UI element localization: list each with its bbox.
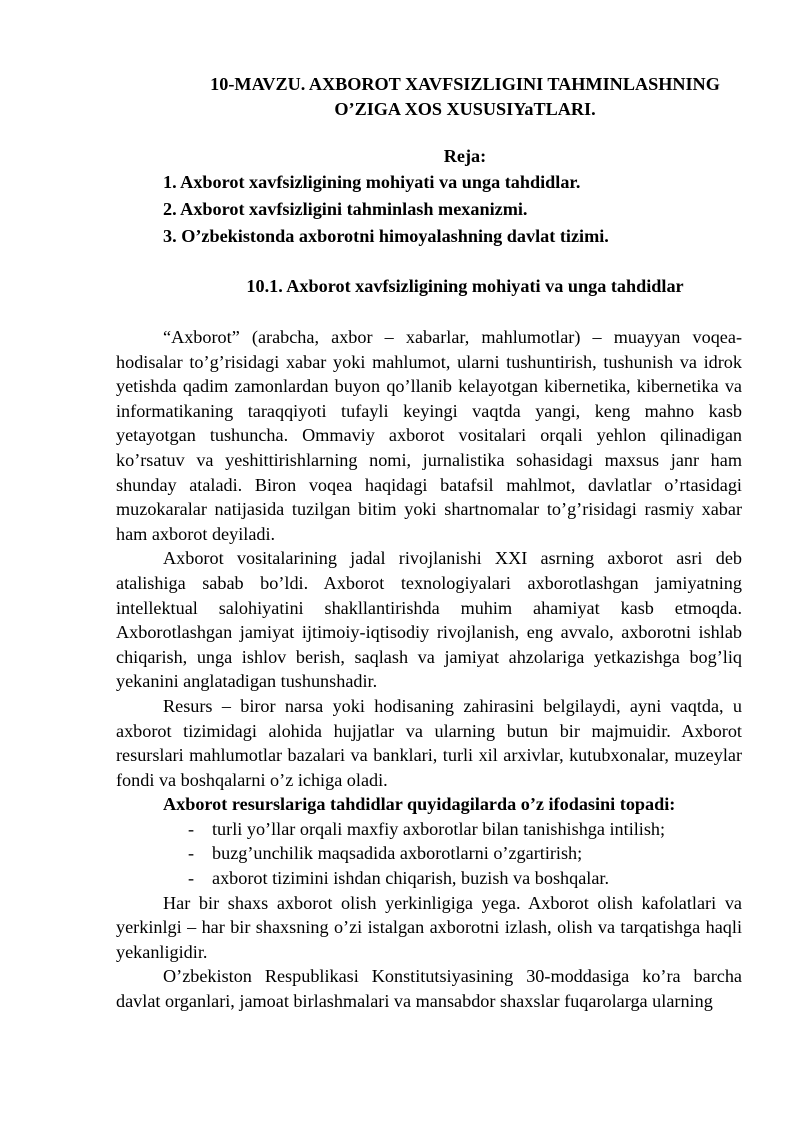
paragraph-constitution: O’zbekiston Respublikasi Konstitutsiyasining 30-moddasiga ko’ra barcha davlat organlari, jamoat birlashmalari va mansabdor shaxslar fuqarolarga ularning (116, 966, 742, 1012)
dash-bullet: - (188, 868, 195, 889)
section-heading: 10.1. Axborot xavfsizligining mohiyati va unga tahdidlar (246, 276, 684, 296)
list-item (188, 841, 742, 866)
paragraph-information-age: Axborot vositalarining jadal rivojlanishi XXI asrning axborot asri deb atalishiga sabab bo’ldi. Axborot texnologiyalari axborotlashgan jamiyatning intellektual salohiyatini shakllantirishda muhim ahamiyat kasb etmoqda. Axborotlashgan jamiyat ijtimoiy-iqtisodiy rivojlanish, eng avvalo, axborotni ishlab chiqarish, unga ishlov berish, saqlash va jamiyat ahzolariga yetkazishga bog’liq yekanini anglatadigan tushunshadir. (116, 548, 742, 692)
paragraph-freedom-of-information: Har bir shaxs axborot olish yerkinligiga yega. Axborot olish kafolatlari va yerkinlgi – har bir shaxsning o’zi istalgan axborotni izlash, olish va tarqatishga haqli yekanligidir. (116, 892, 742, 962)
paragraph-threats-lead: Axborot resurslariga tahdidlar quyidagilarda o’z ifodasini topadi: (163, 794, 676, 815)
list-item-text: turli yo’llar orqali maxfiy axborotlar bilan tanishishga intilish; (212, 818, 666, 839)
list-item (188, 866, 742, 891)
plan-item: 3. O’zbekistonda axborotni himoyalashning davlat tizimi. (163, 226, 609, 246)
list-item (188, 817, 742, 842)
plan-list (116, 169, 742, 250)
title-line-1: 10-MAVZU. AXBOROT XAVFSIZLIGINI TAHMINLASHNING (210, 74, 720, 94)
paragraph-axborot-definition: “Axborot” (arabcha, axbor – xabarlar, mahlumotlar) – muayyan voqea-hodisalar to’g’risidagi xabar yoki mahlumot, ularni tushuntirish, tushunish va idrok yetishda qadim zamonlardan buyon qo’llanib kelayotgan kibernetika, kibernetika va informatikaning taraqqiyoti tufayli keyingi vaqtda yangi, keng mahno kasb yetayotgan tushuncha. Ommaviy axborot vositalari orqali yehlon qilinadigan ko’rsatuv va yeshittirishlarning nomi, jurnalistika sohasidagi maxsus janr ham shunday ataladi. Biron voqea haqidagi batafsil mahlmot, davlatlar o’rtasidagi muzokaralar natijasida tuzilgan bitim yoki shartnomalar to’g’risidagi rasmiy xabar ham axborot deyiladi. (116, 327, 742, 544)
plan-item: 2. Axborot xavfsizligini tahminlash mexanizmi. (163, 199, 528, 219)
paragraph-resources: Resurs – biror narsa yoki hodisaning zahirasini belgilaydi, ayni vaqtda, u axborot tizimidagi alohida hujjatlar va ularning butun bir majmuidir. Axborot resurslari mahlumotlar bazalari va banklari, turli xil arxivlar, kutubxonalar, muzeylar fondi va boshqalarni o’z ichiga oladi. (116, 695, 742, 790)
document-title (116, 72, 742, 122)
threats-list (116, 817, 742, 891)
list-item-text: buzg’unchilik maqsadida axborotlarni o’zgartirish; (212, 843, 583, 864)
dash-bullet: - (188, 843, 195, 864)
plan-item: 1. Axborot xavfsizligining mohiyati va unga tahdidlar. (163, 172, 581, 192)
title-line-2: O’ZIGA XOS XUSUSIYaTLARI. (334, 99, 596, 119)
list-item-text: axborot tizimini ishdan chiqarish, buzish va boshqalar. (212, 868, 610, 889)
plan-heading: Reja: (443, 146, 487, 166)
dash-bullet: - (188, 818, 195, 839)
